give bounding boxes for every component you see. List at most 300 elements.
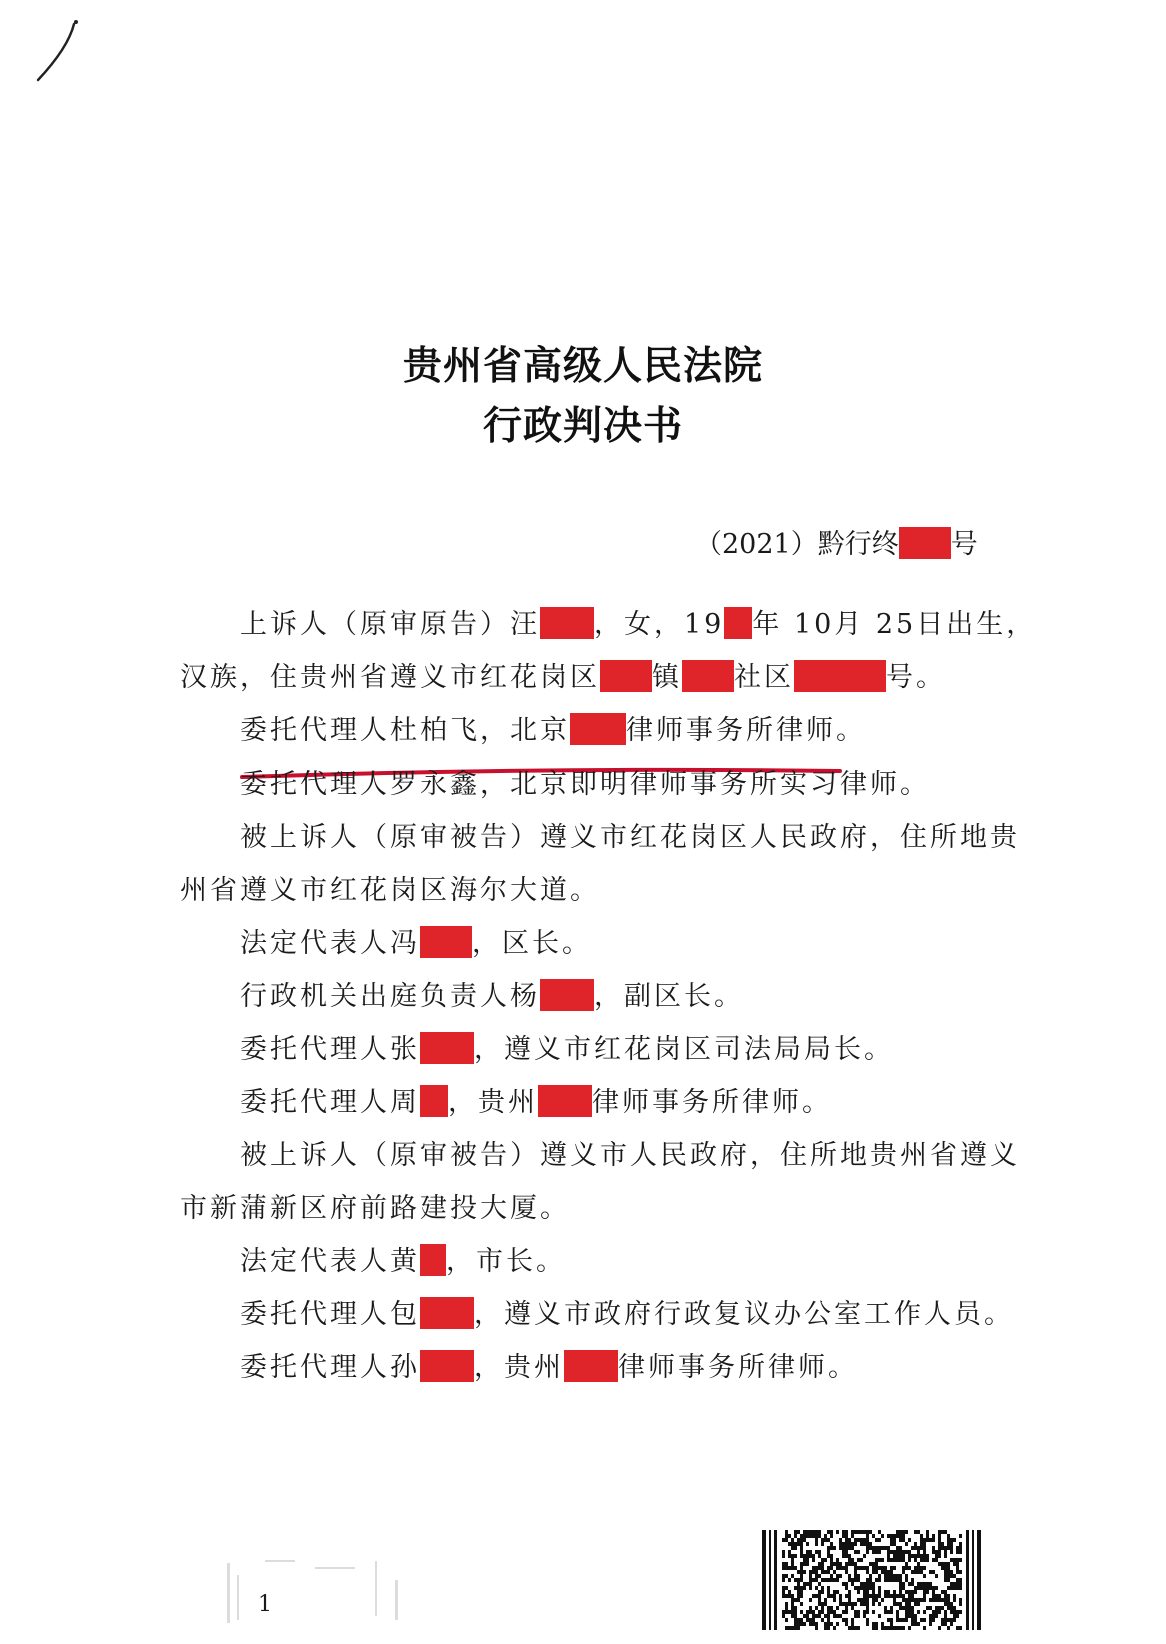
barcode-module: [914, 1586, 917, 1590]
barcode-module: [875, 1546, 878, 1550]
barcode-module: [809, 1554, 812, 1558]
text: 上诉人（原审原告）汪: [240, 609, 540, 640]
barcode-module: [917, 1570, 920, 1574]
barcode-module: [788, 1566, 791, 1570]
barcode-module: [956, 1626, 959, 1630]
barcode-module: [848, 1558, 851, 1562]
barcode-module: [932, 1598, 935, 1602]
barcode-module: [857, 1614, 860, 1618]
barcode-module: [818, 1534, 821, 1538]
barcode-module: [809, 1530, 812, 1534]
barcode-module: [908, 1602, 911, 1606]
barcode-module: [827, 1618, 830, 1622]
barcode-module: [884, 1570, 887, 1574]
barcode-module: [938, 1594, 941, 1598]
barcode-module: [941, 1598, 944, 1602]
barcode-module: [836, 1574, 839, 1578]
text: ，遵义市红花岗区司法局局长。: [474, 1034, 894, 1065]
barcode-module: [800, 1618, 803, 1622]
barcode-module: [830, 1534, 833, 1538]
barcode-module: [875, 1570, 878, 1574]
barcode-module: [842, 1582, 845, 1586]
barcode-module: [926, 1534, 929, 1538]
barcode-module: [812, 1610, 815, 1614]
barcode-module: [854, 1566, 857, 1570]
barcode-module: [836, 1614, 839, 1618]
barcode-module: [788, 1594, 791, 1598]
barcode-module: [959, 1534, 962, 1538]
barcode-module: [845, 1534, 848, 1538]
barcode-module: [812, 1566, 815, 1570]
barcode-module: [911, 1606, 914, 1610]
barcode-module: [896, 1554, 899, 1558]
text: ，女，19: [594, 609, 725, 640]
barcode-module: [863, 1538, 866, 1542]
barcode-module: [944, 1578, 947, 1582]
barcode-module: [815, 1538, 818, 1542]
barcode-module: [902, 1550, 905, 1554]
barcode-module: [860, 1542, 863, 1546]
barcode-module: [890, 1606, 893, 1610]
barcode-module: [923, 1598, 926, 1602]
barcode-module: [827, 1594, 830, 1598]
barcode-module: [833, 1562, 836, 1566]
barcode-module: [923, 1586, 926, 1590]
barcode-module: [917, 1598, 920, 1602]
barcode-module: [848, 1542, 851, 1546]
barcode-module: [809, 1578, 812, 1582]
barcode-module: [920, 1570, 923, 1574]
barcode-module: [824, 1538, 827, 1542]
barcode-module: [893, 1534, 896, 1538]
barcode-module: [791, 1574, 794, 1578]
barcode-module: [899, 1626, 902, 1630]
barcode-module: [914, 1558, 917, 1562]
barcode-module: [914, 1530, 917, 1534]
barcode-module: [821, 1578, 824, 1582]
barcode-module: [959, 1550, 962, 1554]
barcode-module: [794, 1554, 797, 1558]
barcode-module: [791, 1546, 794, 1550]
barcode-module: [896, 1626, 899, 1630]
barcode-module: [866, 1550, 869, 1554]
barcode-module: [896, 1618, 899, 1622]
barcode-module: [908, 1550, 911, 1554]
barcode-module: [947, 1546, 950, 1550]
barcode-module: [797, 1626, 800, 1630]
barcode-module: [890, 1558, 893, 1562]
barcode-module: [818, 1602, 821, 1606]
text: 委托代理人包: [240, 1299, 420, 1330]
barcode-module: [827, 1570, 830, 1574]
redaction: [724, 607, 752, 639]
barcode-module: [899, 1574, 902, 1578]
barcode-module: [833, 1614, 836, 1618]
barcode-module: [926, 1590, 929, 1594]
barcode-module: [812, 1622, 815, 1626]
barcode-module: [881, 1546, 884, 1550]
barcode-module: [803, 1562, 806, 1566]
barcode-module: [932, 1618, 935, 1622]
barcode-module: [938, 1542, 941, 1546]
barcode-module: [947, 1562, 950, 1566]
barcode-module: [899, 1578, 902, 1582]
barcode-module: [863, 1590, 866, 1594]
barcode-module: [944, 1622, 947, 1626]
barcode-module: [869, 1546, 872, 1550]
barcode-module: [788, 1550, 791, 1554]
barcode-module: [959, 1578, 962, 1582]
barcode-module: [833, 1546, 836, 1550]
barcode-module: [896, 1530, 899, 1534]
text: 委托代理人杜柏飞，北京: [240, 715, 570, 746]
barcode-module: [941, 1530, 944, 1534]
barcode-module: [872, 1622, 875, 1626]
barcode-module: [905, 1574, 908, 1578]
barcode-module: [800, 1574, 803, 1578]
barcode-module: [875, 1562, 878, 1566]
barcode-module: [956, 1610, 959, 1614]
barcode-module: [839, 1562, 842, 1566]
barcode-module: [947, 1594, 950, 1598]
barcode-module: [938, 1562, 941, 1566]
barcode-module: [851, 1622, 854, 1626]
barcode-module: [947, 1618, 950, 1622]
appellant-line-1: [240, 602, 1036, 641]
text: ，副区长。: [594, 981, 744, 1012]
redaction: [794, 660, 886, 692]
barcode-module: [818, 1530, 821, 1534]
barcode-module: [794, 1542, 797, 1546]
barcode-module: [851, 1618, 854, 1622]
respondent-2-line-2: 市新蒲新区府前路建投大厦。: [180, 1193, 570, 1224]
barcode-module: [845, 1546, 848, 1550]
barcode-module: [803, 1558, 806, 1562]
barcode-module: [953, 1618, 956, 1622]
barcode-module: [812, 1618, 815, 1622]
barcode-module: [896, 1574, 899, 1578]
barcode-module: [932, 1570, 935, 1574]
barcode-module: [842, 1618, 845, 1622]
barcode-module: [905, 1602, 908, 1606]
barcode-module: [923, 1594, 926, 1598]
barcode-module: [824, 1622, 827, 1626]
barcode-module: [947, 1570, 950, 1574]
barcode-module: [830, 1566, 833, 1570]
barcode-module: [863, 1610, 866, 1614]
barcode-module: [902, 1606, 905, 1610]
barcode-module: [791, 1598, 794, 1602]
barcode-module: [818, 1574, 821, 1578]
barcode-module: [866, 1534, 869, 1538]
barcode-module: [878, 1566, 881, 1570]
barcode-module: [818, 1554, 821, 1558]
barcode-module: [890, 1534, 893, 1538]
barcode-module: [875, 1594, 878, 1598]
barcode-module: [782, 1566, 785, 1570]
text: 行政机关出庭负责人杨: [240, 981, 540, 1012]
barcode-module: [827, 1606, 830, 1610]
barcode-module: [803, 1530, 806, 1534]
barcode-module: [851, 1542, 854, 1546]
barcode-module: [944, 1570, 947, 1574]
barcode-module: [956, 1614, 959, 1618]
barcode-module: [821, 1606, 824, 1610]
barcode-module: [953, 1606, 956, 1610]
barcode-module: [842, 1566, 845, 1570]
barcode-module: [830, 1574, 833, 1578]
barcode-module: [944, 1566, 947, 1570]
barcode-module: [929, 1606, 932, 1610]
barcode-module: [887, 1626, 890, 1630]
barcode-module: [917, 1586, 920, 1590]
barcode-module: [842, 1602, 845, 1606]
barcode-module: [914, 1618, 917, 1622]
barcode-module: [872, 1566, 875, 1570]
document-type: 行政判决书: [482, 403, 683, 449]
barcode-module: [905, 1590, 908, 1594]
barcode-module: [944, 1598, 947, 1602]
barcode-module: [887, 1534, 890, 1538]
barcode-module: [812, 1554, 815, 1558]
barcode-module: [830, 1594, 833, 1598]
barcode-module: [866, 1530, 869, 1534]
barcode-module: [911, 1546, 914, 1550]
barcode-module: [956, 1566, 959, 1570]
barcode-module: [794, 1610, 797, 1614]
barcode-module: [911, 1614, 914, 1618]
barcode-module: [938, 1546, 941, 1550]
barcode-module: [869, 1594, 872, 1598]
barcode-module: [878, 1574, 881, 1578]
barcode-module: [797, 1618, 800, 1622]
barcode-module: [848, 1598, 851, 1602]
text: 律师事务所律师。: [592, 1087, 832, 1118]
barcode-module: [863, 1566, 866, 1570]
redaction: [600, 660, 652, 692]
barcode-module: [866, 1598, 869, 1602]
barcode-module: [854, 1614, 857, 1618]
barcode-module: [827, 1610, 830, 1614]
barcode-module: [950, 1542, 953, 1546]
barcode-module: [947, 1586, 950, 1590]
redaction: [538, 1085, 592, 1117]
barcode-module: [890, 1570, 893, 1574]
barcode-module: [827, 1590, 830, 1594]
barcode-module: [833, 1610, 836, 1614]
barcode-module: [950, 1546, 953, 1550]
barcode-module: [866, 1570, 869, 1574]
text: 社区: [734, 662, 794, 693]
barcode-module: [902, 1618, 905, 1622]
barcode-module: [884, 1546, 887, 1550]
barcode-module: [896, 1614, 899, 1618]
barcode-module: [845, 1586, 848, 1590]
barcode-module: [935, 1550, 938, 1554]
barcode-module: [830, 1578, 833, 1582]
barcode-module: [869, 1562, 872, 1566]
barcode-module: [782, 1578, 785, 1582]
barcode-module: [878, 1558, 881, 1562]
barcode-module: [935, 1574, 938, 1578]
barcode-module: [818, 1610, 821, 1614]
barcode-module: [848, 1594, 851, 1598]
barcode-module: [794, 1598, 797, 1602]
text: 委托代理人孙: [240, 1352, 420, 1383]
barcode-module: [917, 1530, 920, 1534]
barcode-module: [938, 1550, 941, 1554]
barcode-module: [827, 1614, 830, 1618]
barcode-module: [794, 1622, 797, 1626]
barcode-module: [908, 1582, 911, 1586]
barcode-module: [818, 1594, 821, 1598]
barcode-module: [908, 1598, 911, 1602]
barcode-module: [869, 1578, 872, 1582]
barcode-module: [851, 1582, 854, 1586]
barcode-module: [959, 1626, 962, 1630]
barcode-module: [908, 1610, 911, 1614]
barcode-module: [932, 1610, 935, 1614]
barcode-module: [944, 1546, 947, 1550]
barcode-module: [800, 1562, 803, 1566]
court-name: 贵州省高级人民法院: [402, 343, 763, 389]
barcode-module: [938, 1610, 941, 1614]
barcode-module: [911, 1590, 914, 1594]
barcode-module: [887, 1570, 890, 1574]
barcode-module: [815, 1586, 818, 1590]
barcode-module: [860, 1602, 863, 1606]
barcode-module: [944, 1554, 947, 1558]
barcode-module: [935, 1614, 938, 1618]
barcode-module: [800, 1602, 803, 1606]
barcode-module: [812, 1570, 815, 1574]
barcode-module: [881, 1622, 884, 1626]
barcode-module: [923, 1610, 926, 1614]
barcode-module: [857, 1578, 860, 1582]
barcode-module: [869, 1586, 872, 1590]
barcode-module: [932, 1590, 935, 1594]
redaction: [420, 1350, 474, 1382]
barcode-module: [839, 1602, 842, 1606]
barcode-module: [875, 1622, 878, 1626]
barcode-module: [866, 1582, 869, 1586]
barcode-module: [920, 1534, 923, 1538]
barcode-module: [848, 1626, 851, 1630]
barcode-module: [845, 1606, 848, 1610]
barcode-module: [833, 1598, 836, 1602]
barcode-module: [815, 1594, 818, 1598]
barcode-module: [851, 1602, 854, 1606]
barcode-module: [914, 1554, 917, 1558]
barcode-module: [899, 1538, 902, 1542]
barcode-module: [893, 1590, 896, 1594]
agent-luo-line: 委托代理人罗永鑫，北京即明律师事务所实习律师。: [240, 769, 930, 800]
barcode-module: [929, 1586, 932, 1590]
barcode-module: [827, 1578, 830, 1582]
barcode-module: [821, 1566, 824, 1570]
barcode-module: [800, 1590, 803, 1594]
barcode-module: [827, 1546, 830, 1550]
barcode-module: [899, 1594, 902, 1598]
barcode-module: [842, 1542, 845, 1546]
barcode-module: [785, 1538, 788, 1542]
barcode-module: [914, 1546, 917, 1550]
barcode-module: [794, 1618, 797, 1622]
barcode-module: [839, 1614, 842, 1618]
barcode-module: [923, 1590, 926, 1594]
barcode-module: [863, 1594, 866, 1598]
barcode-module: [794, 1546, 797, 1550]
barcode-module: [953, 1598, 956, 1602]
barcode-module: [845, 1622, 848, 1626]
redaction: [540, 979, 594, 1011]
barcode-module: [809, 1598, 812, 1602]
barcode-module: [959, 1570, 962, 1574]
barcode-module: [830, 1542, 833, 1546]
barcode-module: [794, 1578, 797, 1582]
barcode-module: [959, 1610, 962, 1614]
barcode-module: [815, 1626, 818, 1630]
barcode-module: [854, 1574, 857, 1578]
barcode-module: [839, 1566, 842, 1570]
barcode-module: [863, 1598, 866, 1602]
barcode-module: [890, 1618, 893, 1622]
barcode-module: [899, 1606, 902, 1610]
barcode-module: [950, 1574, 953, 1578]
barcode-module: [791, 1610, 794, 1614]
barcode-module: [956, 1562, 959, 1566]
barcode-module: [932, 1614, 935, 1618]
barcode-module: [956, 1558, 959, 1562]
barcode-module: [821, 1618, 824, 1622]
barcode-module: [857, 1586, 860, 1590]
barcode-module: [821, 1586, 824, 1590]
redaction: [899, 527, 951, 559]
barcode-module: [785, 1602, 788, 1606]
barcode-module: [905, 1530, 908, 1534]
redaction: [420, 1032, 474, 1064]
barcode-module: [854, 1610, 857, 1614]
barcode-module: [851, 1530, 854, 1534]
barcode-module: [902, 1570, 905, 1574]
barcode-module: [944, 1562, 947, 1566]
barcode-module: [791, 1626, 794, 1630]
barcode-module: [914, 1614, 917, 1618]
barcode-module: [872, 1550, 875, 1554]
barcode-module: [881, 1598, 884, 1602]
barcode-module: [884, 1574, 887, 1578]
barcode-module: [863, 1602, 866, 1606]
barcode-module: [887, 1578, 890, 1582]
barcode-module: [782, 1562, 785, 1566]
barcode-module: [815, 1606, 818, 1610]
barcode-module: [806, 1618, 809, 1622]
barcode-module: [851, 1562, 854, 1566]
barcode-module: [809, 1534, 812, 1538]
barcode-module: [866, 1566, 869, 1570]
barcode-module: [815, 1550, 818, 1554]
barcode-module: [878, 1590, 881, 1594]
text: 律师事务所律师。: [626, 715, 866, 746]
barcode-module: [899, 1590, 902, 1594]
barcode-module: [893, 1542, 896, 1546]
barcode-module: [863, 1554, 866, 1558]
barcode-module: [878, 1586, 881, 1590]
barcode-module: [785, 1574, 788, 1578]
barcode-module: [932, 1550, 935, 1554]
barcode-module: [866, 1594, 869, 1598]
barcode-module: [896, 1594, 899, 1598]
